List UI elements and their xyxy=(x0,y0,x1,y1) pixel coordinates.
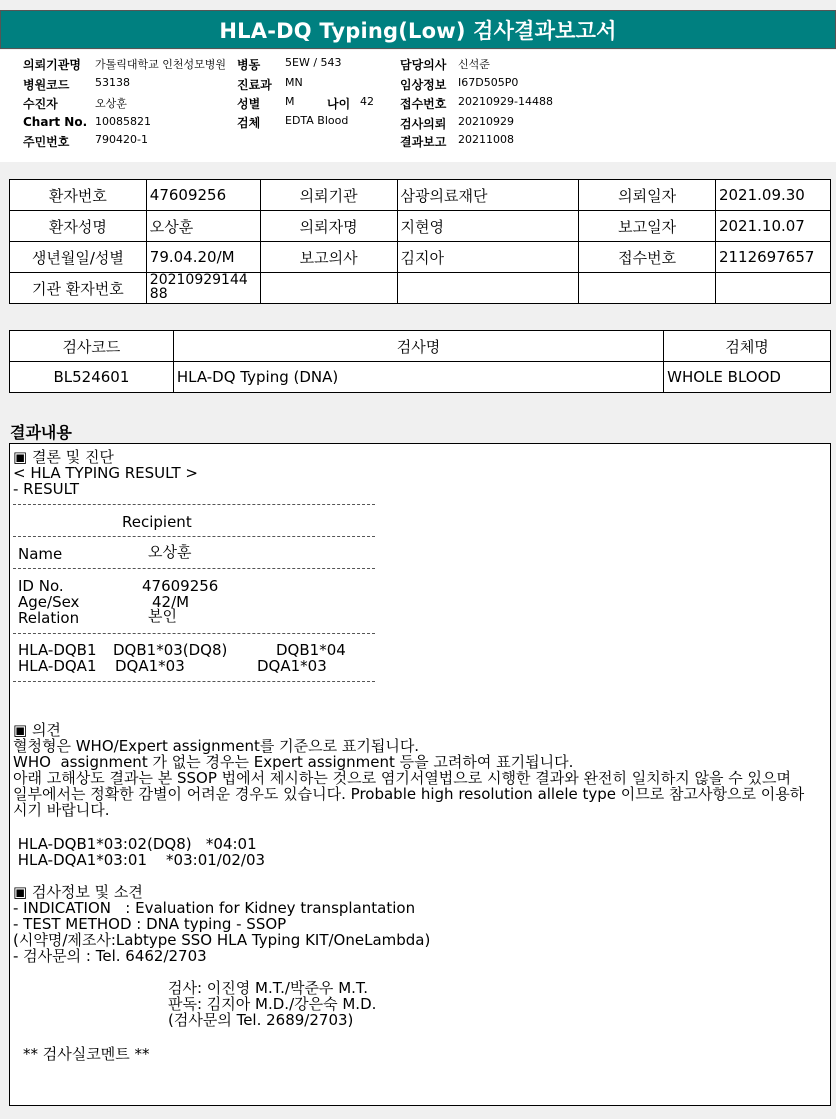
patient: 오상훈 xyxy=(95,97,127,110)
table-cell: 보고의사 xyxy=(260,242,397,273)
hospital-code-label: 병원코드 xyxy=(23,78,70,92)
conclusion-heading: ▣ 결론 및 진단 xyxy=(13,448,114,466)
table-cell xyxy=(260,273,397,304)
dept: MN xyxy=(285,76,303,89)
opinion-line: 혈청형은 WHO/Expert assignment를 기준으로 표기됩니다. xyxy=(13,737,420,755)
inst-patient-no-line2: 88 xyxy=(149,286,168,302)
table-cell: 접수번호 xyxy=(579,242,716,273)
divider xyxy=(13,681,375,682)
table-header: 검사명 xyxy=(173,331,663,362)
table-cell xyxy=(579,273,716,304)
table-cell: 김지아 xyxy=(397,242,579,273)
hla-result-heading: < HLA TYPING RESULT > xyxy=(13,464,198,482)
table-row xyxy=(10,273,831,304)
table-cell xyxy=(397,273,579,304)
table-cell: 환자번호 xyxy=(10,180,147,211)
inst-patient-no-line1: 20210929144 xyxy=(149,272,248,288)
tested-by: 검사: 이진영 M.T./박준우 M.T. xyxy=(168,979,369,997)
patient-label: 수진자 xyxy=(23,97,58,111)
table-cell: 환자성명 xyxy=(10,211,147,242)
table-cell: 보고일자 xyxy=(579,211,716,242)
rrn-label: 주민번호 xyxy=(23,135,70,149)
table-cell: 삼광의료재단 xyxy=(397,180,579,211)
doctor: 신석준 xyxy=(458,58,490,71)
table-header: 검체명 xyxy=(664,331,831,362)
doctor-label: 담당의사 xyxy=(400,58,447,72)
ward-label: 병동 xyxy=(237,58,261,72)
opinion-heading: ▣ 의견 xyxy=(13,721,61,739)
table-cell: BL524601 xyxy=(10,362,174,393)
dqb1-allele-2: DQB1*04 xyxy=(276,641,346,659)
report-date-label: 결과보고 xyxy=(400,135,447,149)
relation-value: 본인 xyxy=(148,607,177,625)
name-label: Name xyxy=(18,545,63,563)
table-cell: 오상훈 xyxy=(146,211,260,242)
table-cell xyxy=(715,273,830,304)
test-method: - TEST METHOD : DNA typing - SSOP xyxy=(13,915,287,933)
table-header: 검사코드 xyxy=(10,331,174,362)
id-label: ID No. xyxy=(18,577,64,595)
age-sex-value: 42/M xyxy=(152,593,190,611)
reagent-info: (시약명/제조사:Labtype SSO HLA Typing KIT/OneLambda) xyxy=(13,931,431,949)
report-date: 20211008 xyxy=(458,133,514,146)
recipient-heading: Recipient xyxy=(122,513,192,531)
rrn: 790420-1 xyxy=(95,133,148,146)
requester-inst: 가톨릭대학교 인천성모병원 xyxy=(95,58,227,71)
ward: 5EW / 543 xyxy=(285,56,342,69)
table-header-row xyxy=(10,331,831,362)
chart: 10085821 xyxy=(95,115,151,128)
title-bar xyxy=(0,10,836,49)
table-cell: 의뢰기관 xyxy=(260,180,397,211)
header-info xyxy=(0,50,836,162)
high-res-dqa1: HLA-DQA1*03:01 *03:01/02/03 xyxy=(13,851,266,869)
table-cell: 의뢰일자 xyxy=(579,180,716,211)
opinion-line: 아래 고해상도 결과는 본 SSOP 법에서 제시하는 것으로 염기서열법으로 시행한 결과와 완전히 일치하지 않을 수 있으며 xyxy=(13,769,791,787)
test-info-heading: ▣ 검사정보 및 소견 xyxy=(13,883,143,901)
divider xyxy=(13,504,375,505)
test-request-label: 검사의뢰 xyxy=(400,117,447,131)
relation-label: Relation xyxy=(18,609,80,627)
table-cell: 기관 환자번호 xyxy=(10,273,147,304)
receipt: 20210929-14488 xyxy=(458,95,553,108)
dqa1-allele-2: DQA1*03 xyxy=(257,657,327,675)
table-cell: 2021.09.30 xyxy=(715,180,830,211)
result-box xyxy=(9,443,831,1106)
table-cell: 47609256 xyxy=(146,180,260,211)
test-request: 20210929 xyxy=(458,115,514,128)
table-row xyxy=(10,180,831,211)
high-res-dqb1: HLA-DQB1*03:02(DQ8) *04:01 xyxy=(13,835,257,853)
clinical-info-label: 임상정보 xyxy=(400,78,447,92)
specimen-label: 검체 xyxy=(237,116,261,130)
lab-inquiry: (검사문의 Tel. 2689/2703) xyxy=(168,1011,354,1029)
opinion-line: 일부에서는 정확한 감별이 어려운 경우도 있습니다. Probable high resolution allele type 이므로 참고사항으로 이용하 xyxy=(13,785,805,803)
age: 42 xyxy=(360,95,374,108)
table-row xyxy=(10,211,831,242)
dqb1-label: HLA-DQB1 xyxy=(18,641,97,659)
table-row xyxy=(10,242,831,273)
chart-label: Chart No. xyxy=(23,115,88,129)
clinical-info: I67D505P0 xyxy=(458,76,519,89)
age-label: 나이 xyxy=(327,97,351,111)
result-label: - RESULT xyxy=(13,480,80,498)
read-by: 판독: 김지아 M.D./강은숙 M.D. xyxy=(168,995,377,1013)
divider xyxy=(13,536,375,537)
table-cell: 의뢰자명 xyxy=(260,211,397,242)
test-table xyxy=(9,330,831,393)
hospital-code: 53138 xyxy=(95,76,130,89)
dqa1-allele-1: DQA1*03 xyxy=(115,657,185,675)
table-cell: 지현영 xyxy=(397,211,579,242)
divider xyxy=(13,568,375,569)
sex-label: 성별 xyxy=(237,97,261,111)
requester-inst-label: 의뢰기관명 xyxy=(23,58,81,72)
receipt-label: 접수번호 xyxy=(400,97,447,111)
patient-table xyxy=(9,179,831,304)
table-cell xyxy=(146,273,260,304)
divider xyxy=(13,633,375,634)
dqb1-allele-1: DQB1*03(DQ8) xyxy=(113,641,228,659)
specimen: EDTA Blood xyxy=(285,114,349,127)
report-title: HLA-DQ Typing(Low) 검사결과보고서 xyxy=(219,18,617,43)
opinion-line: 시기 바랍니다. xyxy=(13,801,110,819)
age-sex-label: Age/Sex xyxy=(18,593,80,611)
sex: M xyxy=(285,95,295,108)
name-value: 오상훈 xyxy=(148,543,192,561)
result-section-title: 결과내용 xyxy=(10,423,72,442)
table-cell: 2021.10.07 xyxy=(715,211,830,242)
indication: - INDICATION : Evaluation for Kidney transplantation xyxy=(13,899,416,917)
test-inquiry: - 검사문의 : Tel. 6462/2703 xyxy=(13,947,207,965)
table-cell: 생년월일/성별 xyxy=(10,242,147,273)
dqa1-label: HLA-DQA1 xyxy=(18,657,97,675)
table-cell: HLA-DQ Typing (DNA) xyxy=(173,362,663,393)
table-cell: 79.04.20/M xyxy=(146,242,260,273)
table-cell: 2112697657 xyxy=(715,242,830,273)
opinion-line: WHO assignment 가 없는 경우는 Expert assignment 등을 고려하여 표기됩니다. xyxy=(13,753,574,771)
id-value: 47609256 xyxy=(142,577,219,595)
table-cell: WHOLE BLOOD xyxy=(664,362,831,393)
table-row xyxy=(10,362,831,393)
dept-label: 진료과 xyxy=(237,78,272,92)
lab-comment: ** 검사실코멘트 ** xyxy=(23,1045,150,1063)
